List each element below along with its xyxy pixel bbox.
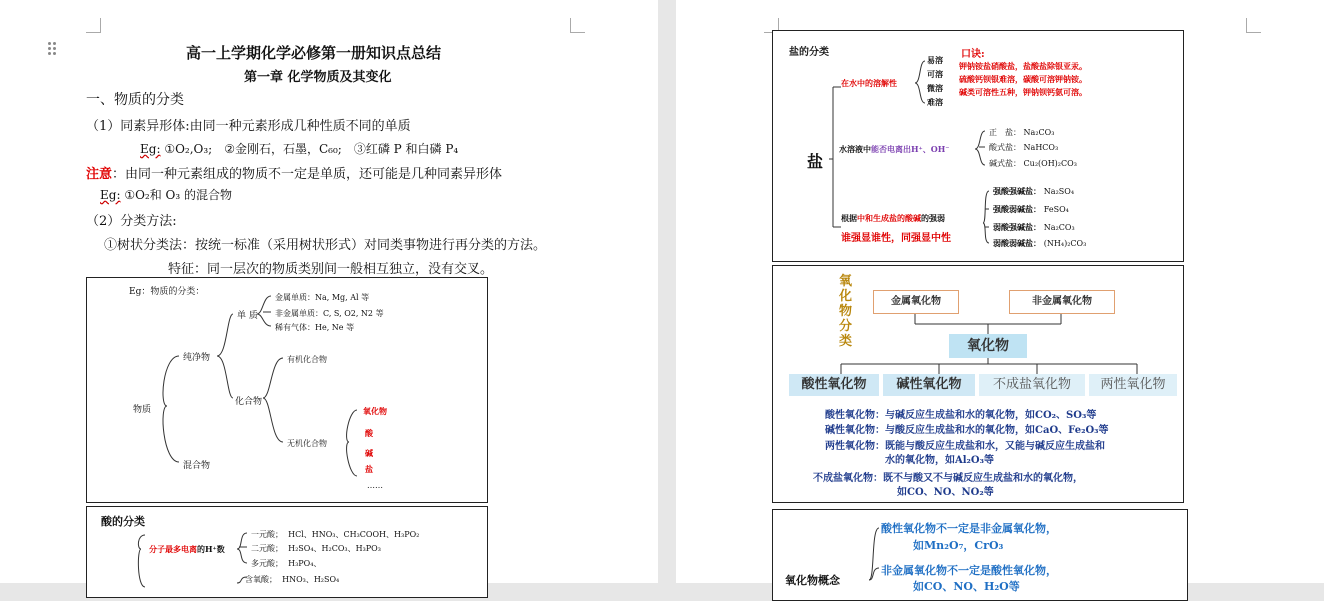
acid-row: 一元酸； HCl、HNO₃、CH₃COOH、H₃PO₂ [251, 530, 420, 539]
oxide-definition: 酸性氧化物：与碱反应生成盐和水的氧化物，如CO₂、SO₃等 [825, 410, 1097, 421]
tree-node-metal: 金属单质：Na, Mg, Al 等 [275, 293, 370, 302]
basic-oxide-node: 碱性氧化物 [883, 374, 975, 396]
crop-mark [1246, 18, 1261, 33]
oxide-side-title: 氧 化 物 分 类 [839, 274, 853, 349]
concept-label: 氧化物概念 [785, 574, 840, 587]
tree-node-salt: 盐 [365, 464, 373, 474]
oxide-concept-figure [772, 509, 1188, 601]
ionize-row: 正 盐： Na₂CO₃ [989, 128, 1055, 137]
tree-node-mixture: 混合物 [183, 461, 211, 471]
example-line: Eg: ①O₂和 O₃ 的混合物 [100, 188, 232, 202]
non-salt-oxide-node: 不成盐氧化物 [979, 374, 1085, 396]
acid-row: 二元酸； H₂SO₄、H₂CO₃、H₃PO₃ [251, 544, 381, 553]
classification-tree-figure [86, 277, 488, 503]
document-title: 高一上学期化学必修第一册知识点总结 [186, 44, 442, 62]
salt-basis-label: 根据中和生成盐的酸碱的强弱 [841, 213, 945, 223]
paragraph: 特征：同一层次的物质类别间一般相互独立，没有交叉。 [168, 262, 494, 277]
ionize-row: 碱式盐： Cu₂(OH)₂CO₃ [989, 159, 1077, 168]
tree-node-pure: 纯净物 [183, 353, 211, 363]
note-line: 注意：由同一种元素组成的物质不一定是单质，还可能是几种同素异形体 [86, 167, 503, 182]
nonmetal-oxide-node: 非金属氧化物 [1009, 290, 1115, 314]
basis-row: 弱酸弱碱盐： (NH₄)₂CO₃ [993, 238, 1087, 248]
salt-basis-rule: 谁强显谁性，同强显中性 [841, 233, 951, 244]
oxide-definition: 如CO、NO、NO₂等 [897, 487, 994, 498]
acid-figure-title: 酸的分类 [101, 515, 145, 528]
paragraph: （2）分类方法: [86, 214, 177, 229]
amphoteric-oxide-node: 两性氧化物 [1089, 374, 1177, 396]
acid-row: 多元酸； H₃PO₄、 [251, 559, 322, 568]
mnemonic-line: 钾钠铵盐硝酸盐，盐酸盐除银亚汞。 [959, 61, 1087, 71]
tree-node-simple: 单 质 [237, 311, 258, 321]
solubility-item: 微溶 [927, 83, 943, 93]
oxide-definition: 不成盐氧化物：既不与酸又不与碱反应生成盐和水的氧化物， [813, 473, 1083, 484]
oxide-definition: 两性氧化物：既能与酸反应生成盐和水，又能与碱反应生成盐和 [825, 441, 1105, 452]
metal-oxide-node: 金属氧化物 [873, 290, 959, 314]
solubility-item: 可溶 [927, 69, 943, 79]
section-heading: 一、物质的分类 [86, 92, 184, 108]
oxide-definition: 碱性氧化物：与酸反应生成盐和水的氧化物，如CaO、Fe₂O₃等 [825, 425, 1109, 436]
acid-basis: 分子最多电离的H⁺数 [149, 544, 225, 554]
salt-ionize-label: 水溶液中能否电离出H⁺、OH⁻ [839, 144, 950, 154]
paragraph: （1）同素异形体:由同一种元素形成几种性质不同的单质 [86, 119, 411, 134]
concept-line: 酸性氧化物不一定是非金属氧化物， [881, 522, 1057, 535]
example-line: Eg: ①O₂,O₃; ②金刚石，石墨，C₆₀; ③红磷 P 和白磷 P₄ [140, 142, 459, 156]
tree-caption: Eg：物质的分类： [129, 287, 205, 297]
solubility-item: 易溶 [927, 55, 943, 65]
tree-ellipsis: …… [367, 481, 383, 490]
chapter-heading: 第一章 化学物质及其变化 [244, 70, 392, 85]
basis-row: 弱酸强碱盐： Na₂CO₃ [993, 222, 1075, 232]
acid-classification-figure [86, 506, 488, 598]
concept-line: 如Mn₂O₇，CrO₃ [913, 539, 1004, 552]
crop-mark [86, 18, 101, 33]
paragraph: ①树状分类法：按统一标准（采用树状形式）对同类事物进行再分类的方法。 [104, 238, 547, 253]
acidic-oxide-node: 酸性氧化物 [789, 374, 879, 396]
salt-classification-figure [772, 30, 1184, 262]
tree-node-nonmetal: 非金属单质：C, S, O2, N2 等 [275, 309, 384, 318]
tree-node-oxide: 氧化物 [363, 406, 387, 416]
crop-mark [570, 18, 585, 33]
tree-node-inorganic: 无机化合物 [287, 439, 327, 448]
tree-node-acid: 酸 [365, 428, 373, 438]
basis-row: 强酸强碱盐： Na₂SO₄ [993, 186, 1075, 196]
mnemonic-line: 硫酸钙钡银难溶，碳酸可溶钾钠铵。 [959, 74, 1087, 84]
oxide-classification-figure [772, 265, 1184, 503]
concept-line: 如CO、NO、H₂O等 [913, 580, 1020, 593]
drag-handle-icon[interactable] [48, 42, 58, 56]
basis-row: 强酸弱碱盐： FeSO₄ [993, 204, 1069, 214]
mnemonic-title: 口诀: [961, 49, 985, 60]
document-page-left [0, 0, 658, 583]
acid-row: 含氧酸； HNO₃、H₂SO₄ [245, 575, 340, 584]
salt-big-label: 盐 [807, 152, 824, 171]
oxide-center-node: 氧化物 [949, 334, 1027, 358]
concept-line: 非金属氧化物不一定是酸性氧化物， [881, 564, 1057, 577]
document-page-right [676, 0, 1324, 593]
tree-node-root: 物质 [133, 405, 152, 415]
mnemonic-line: 碱类可溶性五种，钾钠钡钙氨可溶。 [959, 87, 1087, 97]
salt-figure-title: 盐的分类 [789, 47, 829, 58]
ionize-row: 酸式盐： NaHCO₃ [989, 143, 1059, 152]
tree-node-compound: 化合物 [235, 397, 263, 407]
salt-solubility-label: 在水中的溶解性 [841, 78, 897, 88]
oxide-definition: 水的氧化物，如Al₂O₃等 [885, 455, 995, 466]
tree-node-organic: 有机化合物 [287, 355, 327, 364]
solubility-item: 难溶 [927, 97, 943, 107]
tree-node-base: 碱 [365, 448, 373, 458]
tree-node-noble: 稀有气体：He, Ne 等 [275, 323, 355, 332]
